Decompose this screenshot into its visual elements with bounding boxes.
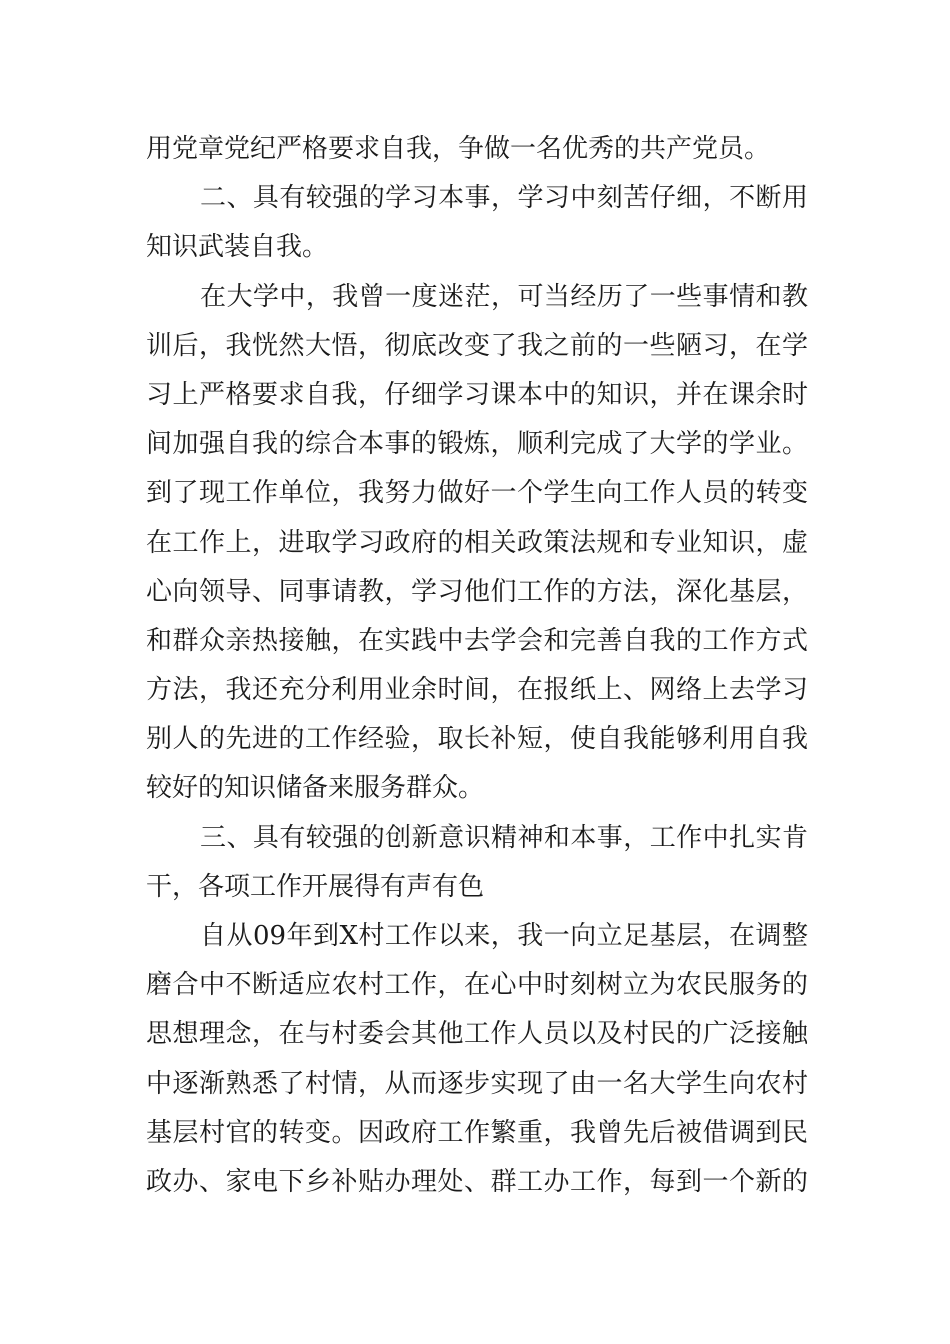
text-line: 基层村官的转变。因政府工作繁重，我曾先后被借调到民 bbox=[146, 1117, 808, 1148]
text-line: 用党章党纪严格要求自我，争做一名优秀的共产党员。 bbox=[146, 134, 771, 164]
text-line: 在工作上，进取学习政府的相关政策法规和专业知识，虚 bbox=[146, 527, 808, 558]
text-line: 到了现工作单位，我努力做好一个学生向工作人员的转变 bbox=[146, 478, 808, 509]
text-line: 思想理念，在与村委会其他工作人员以及村民的广泛接触 bbox=[146, 1019, 808, 1050]
section-heading-continued: 知识武装自我。 bbox=[146, 232, 329, 263]
section-heading: 二、具有较强的学习本事，学习中刻苦仔细，不断用 bbox=[200, 183, 808, 214]
text-line: 磨合中不断适应农村工作，在心中时刻树立为农民服务的 bbox=[146, 970, 808, 1001]
text-line: 中逐渐熟悉了村情，从而逐步实现了由一名大学生向农村 bbox=[146, 1068, 808, 1099]
text-line: 别人的先进的工作经验，取长补短，使自我能够利用自我 bbox=[146, 724, 808, 755]
section-heading: 三、具有较强的创新意识精神和本事，工作中扎实肯 bbox=[200, 822, 808, 853]
text-line: 和群众亲热接触，在实践中去学会和完善自我的工作方式 bbox=[146, 625, 808, 656]
section-heading-continued: 干，各项工作开展得有声有色 bbox=[146, 871, 485, 902]
text-line: 习上严格要求自我，仔细学习课本中的知识，并在课余时 bbox=[146, 379, 808, 410]
text-line: 政办、家电下乡补贴办理处、群工办工作，每到一个新的 bbox=[146, 1166, 808, 1197]
text-line: 间加强自我的综合本事的锻炼，顺利完成了大学的学业。 bbox=[146, 429, 808, 460]
text-line: 在大学中，我曾一度迷茫，可当经历了一些事情和教 bbox=[200, 281, 808, 312]
document-body bbox=[146, 125, 808, 1207]
text-line: 心向领导、同事请教，学习他们工作的方法，深化基层， bbox=[146, 576, 808, 607]
text-line: 训后，我恍然大悟，彻底改变了我之前的一些陋习，在学 bbox=[146, 330, 808, 361]
text-line: 方法，我还充分利用业余时间，在报纸上、网络上去学习 bbox=[146, 675, 808, 706]
text-line: 自从09年到X村工作以来，我一向立足基层，在调整 bbox=[200, 921, 808, 951]
text-line: 较好的知识储备来服务群众。 bbox=[146, 773, 485, 804]
